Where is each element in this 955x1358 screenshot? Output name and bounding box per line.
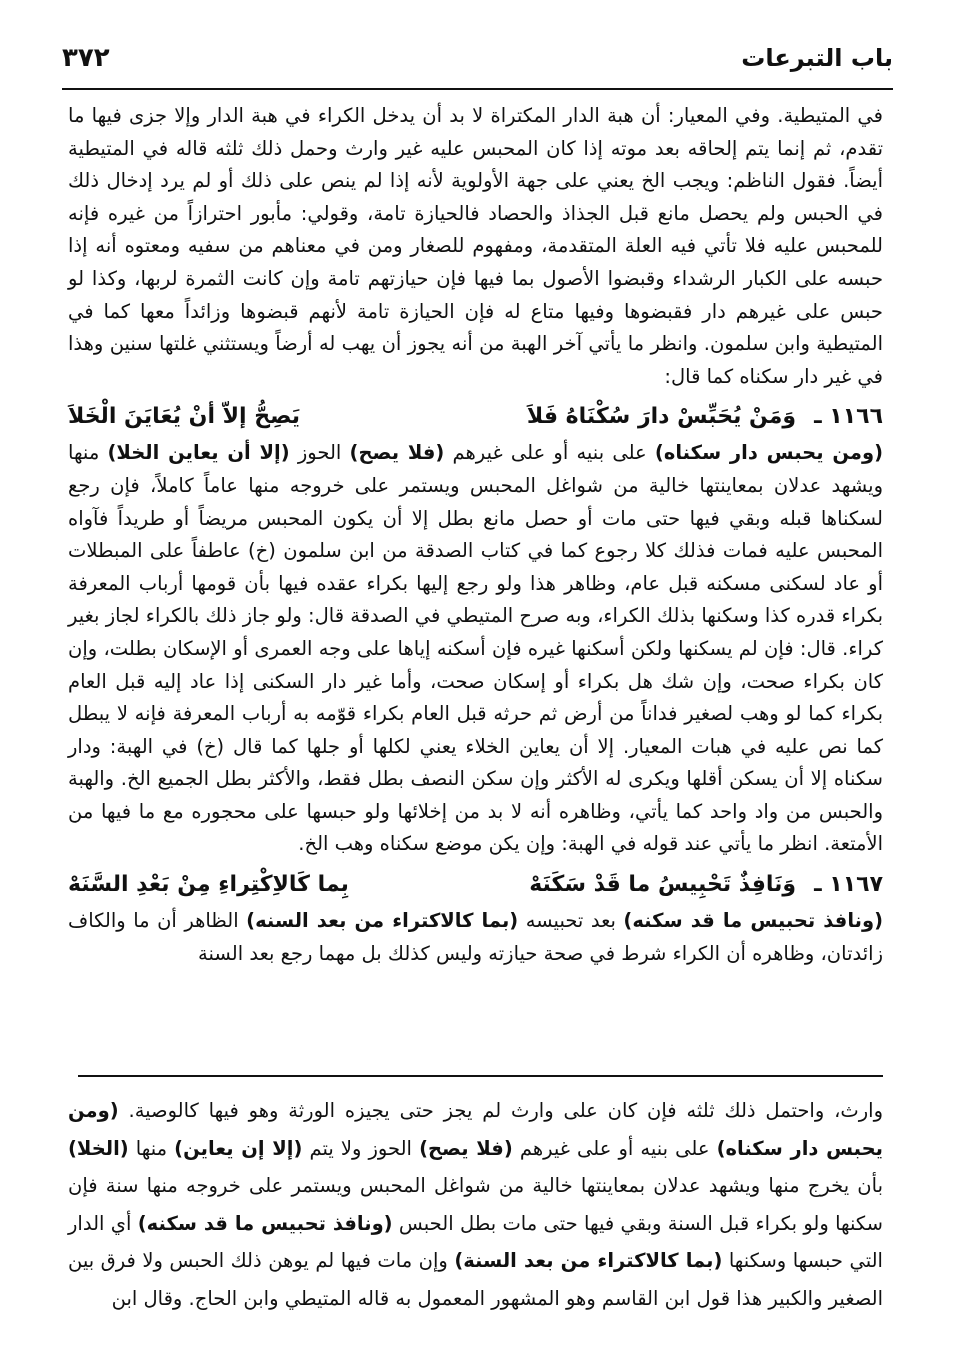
verse-hemistich-first: وَنَافِذٌ تَحْبِيسُ ما قَدْ سَكَنَهْ (529, 872, 797, 898)
commentary-paragraph (68, 905, 883, 970)
footnote-plain: منها (128, 1136, 175, 1160)
commentary-text: منها ويشهد عدلان بمعاينتها خالية من شواغل المحبس ويستمر على خروجه منها عاماً كاملاً، فإن رجع لسكناها قبله وبقي فيها حتى مات أو حصل مانع بطل إلا أن يكون المحبس مريضاً أو طريداً فآواه المحبس عليه فمات فذلك كلا رجوع كما في كتاب الصدقة من ابن سلمون (خ) عاطفاً على المبطلات أو عاد لسكنى مسكنه قبل عام، وظاهر هذا ولو رجع إليها بكراء عقده فيها بأن قومها أرباب المعرفة بكراء قدره كذا وسكنها بذلك الكراء، وبه صرح المتيطي في الصدقة قال: ولو جاز ذلك بالكراء لجاز بغير كراء. قال: فإن لم يسكنها ولكن أسكنها غيره فإن أسكنه إياها على وجه العمرى أو الإسكان بطلت، وإن كان بكراء صحت، وإن شك هل بكراء أو إسكان صحت، وأما غير دار السكنى إذا عاد إليه قبل العام بكراء كما لو وهب لصغير فداناً من أرض ثم حرثه قبل العام بكراء قوّمه به أرباب المعرفة فإنه لا يبطل كما نص عليه في هبات المعيار. إلا أن يعاين الخلاء يعني لكلها أو جلها كما قال (خ) في الهبة: ودار سكناه إلا أن يسكن أقلها ويكرى له الأكثر وإن سكن النصف بطل فقط، والأكثر بطل الجميع الخ. والهبة والحبس من واد واحد كما يأتي، وظاهره أنه لا بد من إخلائها ولو حبسها على محجوره مع ما فيها من الأمتعة. انظر ما يأتي عند قوله في الهبة: وإن يكن موضع سكناه وهب الخ. (68, 441, 883, 856)
footnote-plain: وإن مات فيها لم يوهن ذلك الحبس ولا فرق بين الصغير والكبير هذا قول ابن القاسم وهو المشهور المعمول به قاله المتيطي وابن الحاج. وقال ابن (68, 1249, 883, 1310)
verse-1167 (68, 865, 883, 905)
quoted-verse-text: (فلا يصح) (349, 441, 445, 465)
footnote-quoted: (إلا إن يعاين) (174, 1136, 303, 1160)
chapter-title: باب التبرعات (741, 44, 893, 72)
header-divider (62, 88, 893, 90)
commentary-text: بعد تحبيسه (518, 909, 624, 933)
footnote-plain: على بنيه أو على غيرهم (512, 1136, 717, 1160)
footnote-quoted: (ونافذ تحبيس ما قد سكنه) (137, 1211, 393, 1235)
commentary-paragraph (68, 437, 883, 861)
quoted-verse-text: (ومن يحبس دار سكناه) (654, 441, 884, 465)
footnote-plain: الحوز ولا يتم (302, 1136, 420, 1160)
quoted-verse-text: (إلا أن يعاين الخلا) (107, 441, 290, 465)
page-header (62, 38, 893, 78)
footnote-quoted: (فلا يصح) (419, 1136, 513, 1160)
quoted-verse-text: (ونافذ تحبيس ما قد سكنه) (623, 909, 883, 933)
footnote-quoted: (بما كالاكتراء من بعد السنة) (454, 1249, 723, 1272)
page-number: ٣٧٢ (62, 43, 110, 73)
footnote-plain: أي الدار التي حبسها وسكنها (68, 1211, 883, 1272)
commentary-text: على بنيه أو على غيرهم (444, 441, 655, 465)
main-text (68, 100, 883, 970)
verse-1166 (68, 397, 883, 437)
quoted-verse-text: (بما كالاكتراء من بعد السنه) (246, 909, 519, 933)
footnote-divider (78, 1075, 883, 1077)
verse-hemistich-first: وَمَنْ يُحَبِّسْ دارَ سُكْنَاهُ فَلاَ (526, 404, 797, 430)
footnote-quoted: (الخلا) (68, 1136, 129, 1160)
commentary-text: الظاهر أن ما والكاف زائدتان، وظاهره أن الكراء شرط في صحة حيازته وليس كذلك بل مهما رجع بعد السنة (68, 909, 883, 965)
verse-number: ١١٦٦ ـ (814, 404, 883, 430)
footnote-plain: وارث، واحتمل ذلك ثلثه فإن كان على وارث لم يجز حتى يجيزه الورثة وهو فيها كالوصية. (118, 1099, 883, 1122)
footnote-paragraph (68, 1092, 883, 1317)
commentary-text: الحوز (289, 441, 350, 465)
paragraph: في المتيطية. وفي المعيار: أن هبة الدار المكتراة لا بد أن يدخل الكراء في هبة الدار وإلا جزى فيها ما تقدم، ثم إنما يتم إلحاقه بعد موته إذا كان المحبس عليه غير وارث وحمل ذلك ثلثه قاله في المتيطية أيضاً. فقول الناظم: ويجب الخ يعني على جهة الأولوية لأنه إذا لم ينص على ذلك أو لم يرد إدخال ذلك في الحبس ولم يحصل مانع قبل الجذاذ والحصاد فالحيازة تامة، وقولي: مأبور احترازاً من غيره فإنه للمحبس عليه فلا تأتي فيه العلة المتقدمة، ومفهوم للصغار ومن في معناهم من سفيه ومعتوه أنه إذا حبسه على الكبار الرشداء وقبضوا الأصول بما فيها فإن حيازتهم تامة وإن كانت الثمرة لربها، وكذا لو حبس على غيرهم دار فقبضوها وفيها متاع له فإن الحيازة تامة لأنهم قبضوها وزائداً معها كما في المتيطية وابن سلمون. وانظر ما يأتي آخر الهبة من أنه يجوز أن يهب له أرضاً ويستثني غلتها سنين وهذا في غير دار سكناه كما قال: (68, 104, 883, 388)
verse-hemistich-second: بِما كَالاِكْتِراءِ مِنْ بَعْدِ السَّنَهْ (68, 872, 349, 898)
footnote-quoted: (ومن يحبس دار سكناه) (68, 1099, 884, 1160)
verse-number: ١١٦٧ ـ (814, 872, 883, 898)
footnote-text (68, 1092, 883, 1317)
footnote-plain: بأن يخرج منها ويشهد عدلان بمعاينتها خالية من شواغل المحبس ويستمر على خروجه منها سنة فإن سكنها ولو بكراء قبل السنة وبقي فيها حتى مات بطل الحبس (68, 1174, 883, 1235)
verse-hemistich-second: يَصِحُّ إلاّ أنْ يُعَايَنَ الْخَلاَ (68, 404, 301, 430)
